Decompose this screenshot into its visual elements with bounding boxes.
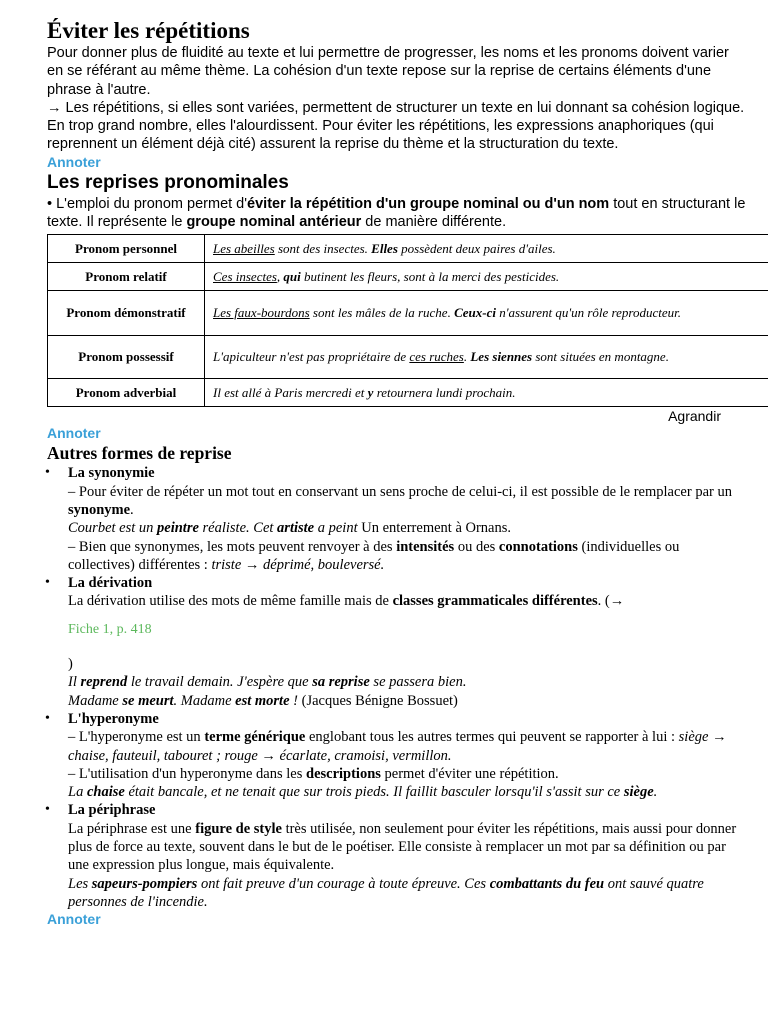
text-run: sa reprise — [312, 674, 370, 691]
text-run: classes grammaticales différentes — [392, 593, 598, 610]
pronominal-explanation — [47, 195, 747, 232]
list-item — [47, 710, 747, 801]
bold-run: groupe nominal antérieur — [186, 214, 362, 231]
text-run: sapeurs-pompiers — [91, 875, 198, 892]
table-row — [48, 379, 768, 407]
paragraph-line — [68, 655, 747, 673]
article — [47, 18, 747, 928]
text-run: ces ruches — [409, 349, 464, 365]
bold-run: éviter la répétition d'un groupe nominal ou d'un nom — [247, 195, 610, 212]
text-run: . (→ — [597, 593, 625, 610]
text-run: Les abeilles — [213, 240, 275, 256]
pronoun-table-body — [48, 235, 768, 407]
text-run: La — [68, 784, 87, 801]
text-run: connotations — [498, 538, 578, 555]
text-run: Courbet est un — [68, 520, 158, 537]
text-run: – Bien que synonymes, les mots peuvent renvoyer à des — [68, 538, 397, 555]
paragraph-line — [68, 519, 747, 537]
text-run: . Madame — [173, 692, 236, 709]
pronoun-type-cell: Pronom adverbial — [48, 379, 205, 407]
text-run: Elles — [371, 240, 398, 256]
text-run: , — [276, 268, 284, 284]
text-run: Ces insectes — [213, 268, 277, 284]
reprise-forms-list — [47, 464, 747, 911]
text-run: (Jacques Bénigne Bossuet) — [301, 692, 458, 709]
example-cell — [205, 379, 768, 407]
example-cell — [205, 291, 768, 336]
text-run: ont sauvé quatre personnes de l'incendie. — [68, 875, 704, 910]
text-run: permet d'éviter une répétition. — [380, 765, 559, 782]
text-run: possèdent deux paires d'ailes. — [397, 240, 556, 256]
form-title: • La synonymie — [68, 465, 155, 482]
section-heading-other-forms: Autres formes de reprise — [47, 443, 232, 464]
paragraph-line — [68, 765, 747, 783]
intro-paragraph-2: → Les répétitions, si elles sont variées, permettent de structurer un texte en lui donnant sa cohésion logique. En trop grand nombre, elles l'alourdissent. Pour éviter les répétitions, les expressions anaphoriques (qui reprennent un élément déjà cité) assurent la reprise du thème et la structuration du texte. — [47, 99, 745, 153]
paragraph-line — [68, 538, 747, 575]
text-run: se passera bien. — [369, 674, 467, 691]
text-run: Les — [68, 875, 92, 892]
text-run: Ceux-ci — [454, 305, 496, 321]
pronoun-type-cell: Pronom possessif — [48, 336, 205, 379]
text-run: ! — [289, 692, 302, 709]
text-run: triste → déprimé, bouleversé. — [211, 556, 385, 573]
text-run: ) — [68, 656, 73, 673]
text-run: figure de style — [195, 820, 282, 837]
paragraph-line — [68, 673, 747, 691]
paragraph-line — [68, 820, 747, 875]
annotate-link-2[interactable]: Annoter — [47, 425, 101, 442]
pronoun-table — [47, 234, 768, 407]
text-run: terme générique — [204, 729, 306, 746]
text-run: artiste — [277, 520, 315, 537]
text-run: réaliste. Cet — [198, 520, 278, 537]
paragraph-line — [68, 592, 747, 610]
example-cell — [205, 336, 768, 379]
text-run: siège → chaise, fauteuil, tabouret ; rouge → écarlate, cramoisi, vermillon. — [68, 729, 727, 764]
text-run: – L'utilisation d'un hyperonyme dans les — [68, 765, 306, 782]
text-run: . — [463, 349, 471, 365]
paragraph-line — [68, 728, 747, 765]
list-item — [47, 464, 747, 574]
text-run: combattants du feu — [489, 875, 605, 892]
text-run: . — [130, 501, 134, 518]
text-run: La dérivation utilise des mots de même famille mais de — [68, 593, 393, 610]
text-run: sont les mâles de la ruche. — [309, 305, 455, 321]
text-run: a peint — [314, 520, 362, 537]
text-run: y — [367, 384, 374, 400]
table-row — [48, 263, 768, 291]
paragraph-line — [68, 483, 747, 520]
text-run: de manière différente. — [361, 214, 507, 231]
text-run: – L'hyperonyme est un — [68, 729, 205, 746]
text-run: sont des insectes. — [274, 240, 372, 256]
text-run: chaise — [86, 784, 125, 801]
text-run: ou des — [454, 538, 499, 555]
text-run: englobant tous les autres termes qui peuvent se rapporter à lui : — [305, 729, 679, 746]
page-title: Éviter les répétitions — [47, 18, 250, 43]
text-run: L'apiculteur n'est pas propriétaire de — [213, 349, 410, 365]
text-run: est morte — [235, 692, 290, 709]
annotate-link-3[interactable]: Annoter — [47, 911, 101, 928]
annotate-link-1[interactable]: Annoter — [47, 153, 101, 170]
pronoun-type-cell: Pronom personnel — [48, 235, 205, 263]
text-run: très utilisée, non seulement pour éviter les répétitions, mais aussi pour donner plus de force au texte, souvent dans le but de le poétiser. Elle consiste à remplacer un mot par sa définition ou par une expression plus longue, mais équivalente. — [68, 820, 737, 874]
fiche-link[interactable]: Fiche 1, p. 418 — [68, 621, 152, 637]
table-row — [48, 291, 768, 336]
pronoun-type-cell: Pronom démonstratif — [48, 291, 205, 336]
enlarge-link[interactable]: Agrandir — [668, 408, 721, 425]
pronoun-type-cell: Pronom relatif — [48, 263, 205, 291]
intro-paragraph-1: Pour donner plus de fluidité au texte et lui permettre de progresser, les noms et les pronoms doivent varier en se référant au même thème. La cohésion d'un texte repose sur la reprise de certains éléments d'une phrase à l'autre. — [47, 45, 729, 98]
text-run: La périphrase est une — [68, 820, 196, 837]
text-run: retournera lundi prochain. — [373, 384, 516, 400]
text-run: butinent les fleurs, sont à la merci des pesticides. — [300, 268, 560, 284]
paragraph-line — [68, 692, 747, 710]
text-run: synonyme — [68, 501, 131, 518]
list-item — [47, 801, 747, 911]
form-title: • L'hyperonyme — [68, 710, 159, 727]
text-run: peintre — [157, 520, 199, 537]
text-run: Madame — [68, 692, 123, 709]
form-title: • La périphrase — [68, 802, 156, 819]
example-cell — [205, 235, 768, 263]
text-run: Il est allé à Paris mercredi et — [213, 384, 368, 400]
paragraph-line — [68, 783, 747, 801]
text-run: reprend — [80, 674, 128, 691]
form-title: • La dérivation — [68, 575, 153, 592]
table-row — [48, 336, 768, 379]
text-run: se meurt — [122, 692, 174, 709]
text-run: intensités — [396, 538, 455, 555]
text-run: descriptions — [306, 765, 381, 782]
text-run: était bancale, et ne tenait que sur trois pieds. Il faillit basculer lorsqu'il s'assit sur ce — [124, 784, 624, 801]
text-run: n'assurent qu'un rôle reproducteur. — [495, 305, 681, 321]
text-run: . — [653, 784, 658, 801]
list-item — [47, 574, 747, 710]
text-run: (individuelles ou collectives) différentes : — [68, 538, 680, 573]
text-run: ont fait preuve d'un courage à toute épreuve. Ces — [197, 875, 490, 892]
text-run: Les faux-bourdons — [213, 305, 310, 321]
text-run: • L'emploi du pronom permet d' — [47, 195, 248, 212]
text-run: qui — [283, 268, 301, 284]
text-run: le travail demain. J'espère que — [127, 674, 313, 691]
text-run: Les siennes — [470, 349, 533, 365]
text-run: siège — [623, 784, 654, 801]
text-run: tout en structurant le texte. Il représente le — [47, 195, 746, 231]
section-heading-pronominal: Les reprises pronominales — [47, 171, 289, 193]
example-cell — [205, 263, 768, 291]
text-run: Un enterrement à Ornans. — [361, 520, 512, 537]
text-run: sont situées en montagne. — [532, 349, 669, 365]
table-row — [48, 235, 768, 263]
text-run: Il — [68, 674, 81, 691]
paragraph-line — [68, 875, 747, 912]
text-run: – Pour éviter de répéter un mot tout en conservant un sens proche de celui-ci, il est possible de le remplacer par un — [68, 483, 732, 500]
